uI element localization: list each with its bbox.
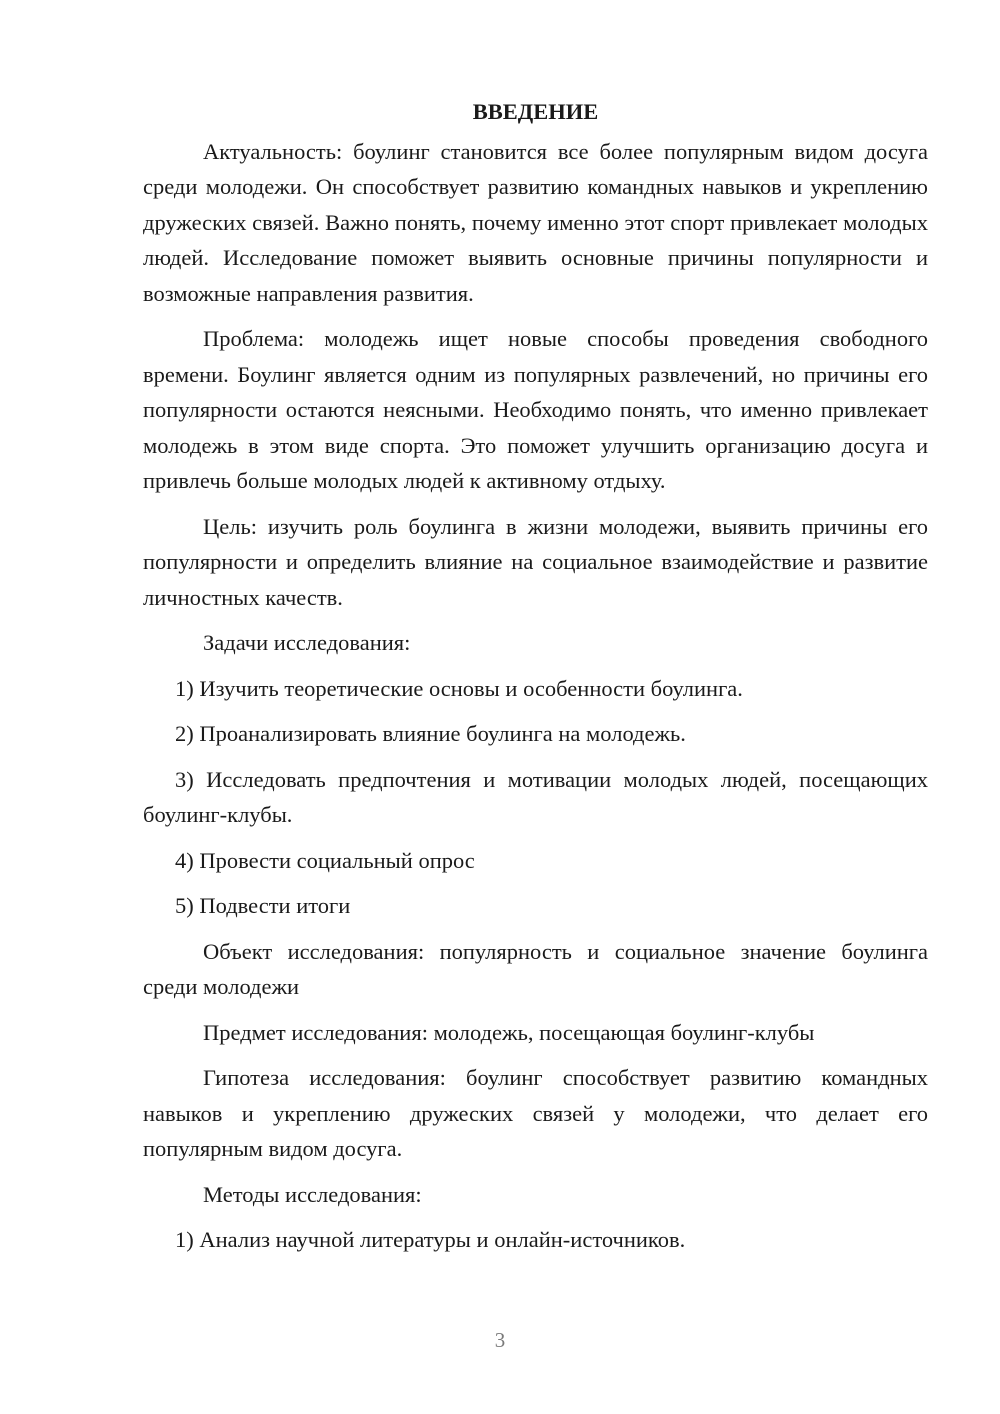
task-item-2: 2) Проанализировать влияние боулинга на молодежь.	[175, 721, 686, 746]
tasks-heading: Задачи исследования:	[203, 630, 411, 655]
paragraph-relevance: Актуальность: боулинг становится все более популярным видом досуга среди молодежи. Он способствует развитию командных навыков и укреплению дружеских связей. Важно понять, почему именно этот спорт привлекает молодых людей. Исследование поможет выявить основные причины популярности и возможные направления развития.	[143, 138, 928, 306]
task-item-5: 5) Подвести итоги	[175, 893, 351, 918]
paragraph-problem: Проблема: молодежь ищет новые способы проведения свободного времени. Боулинг является одним из популярных развлечений, но причины его популярности остаются неясными. Необходимо понять, что именно привлекает молодежь в этом виде спорта. Это поможет улучшить организацию досуга и привлечь больше молодых людей к активному отдыху.	[143, 326, 928, 493]
paragraph-goal: Цель: изучить роль боулинга в жизни молодежи, выявить причины его популярности и определить влияние на социальное взаимодействие и развитие личностных качеств.	[143, 513, 928, 610]
paragraph-subject: Предмет исследования: молодежь, посещающая боулинг-клубы	[203, 1019, 815, 1045]
paragraph-hypothesis: Гипотеза исследования: боулинг способствует развитию командных навыков и укреплению дружеских связей у молодежи, что делает его популярным видом досуга.	[143, 1065, 928, 1161]
task-item-4: 4) Провести социальный опрос	[175, 847, 475, 873]
task-item-3: 3) Исследовать предпочтения и мотивации молодых людей, посещающих боулинг-клубы.	[143, 766, 928, 827]
page-number: 3	[494, 1328, 506, 1352]
paragraph-object: Объект исследования: популярность и социальное значение боулинга среди молодежи	[143, 938, 928, 999]
page-title: ВВЕДЕНИЕ	[472, 99, 599, 124]
task-item-1: 1) Изучить теоретические основы и особенности боулинга.	[175, 675, 743, 701]
methods-heading: Методы исследования:	[203, 1181, 422, 1207]
method-item-1: 1) Анализ научной литературы и онлайн-источников.	[175, 1227, 686, 1252]
page-content	[143, 94, 928, 1268]
